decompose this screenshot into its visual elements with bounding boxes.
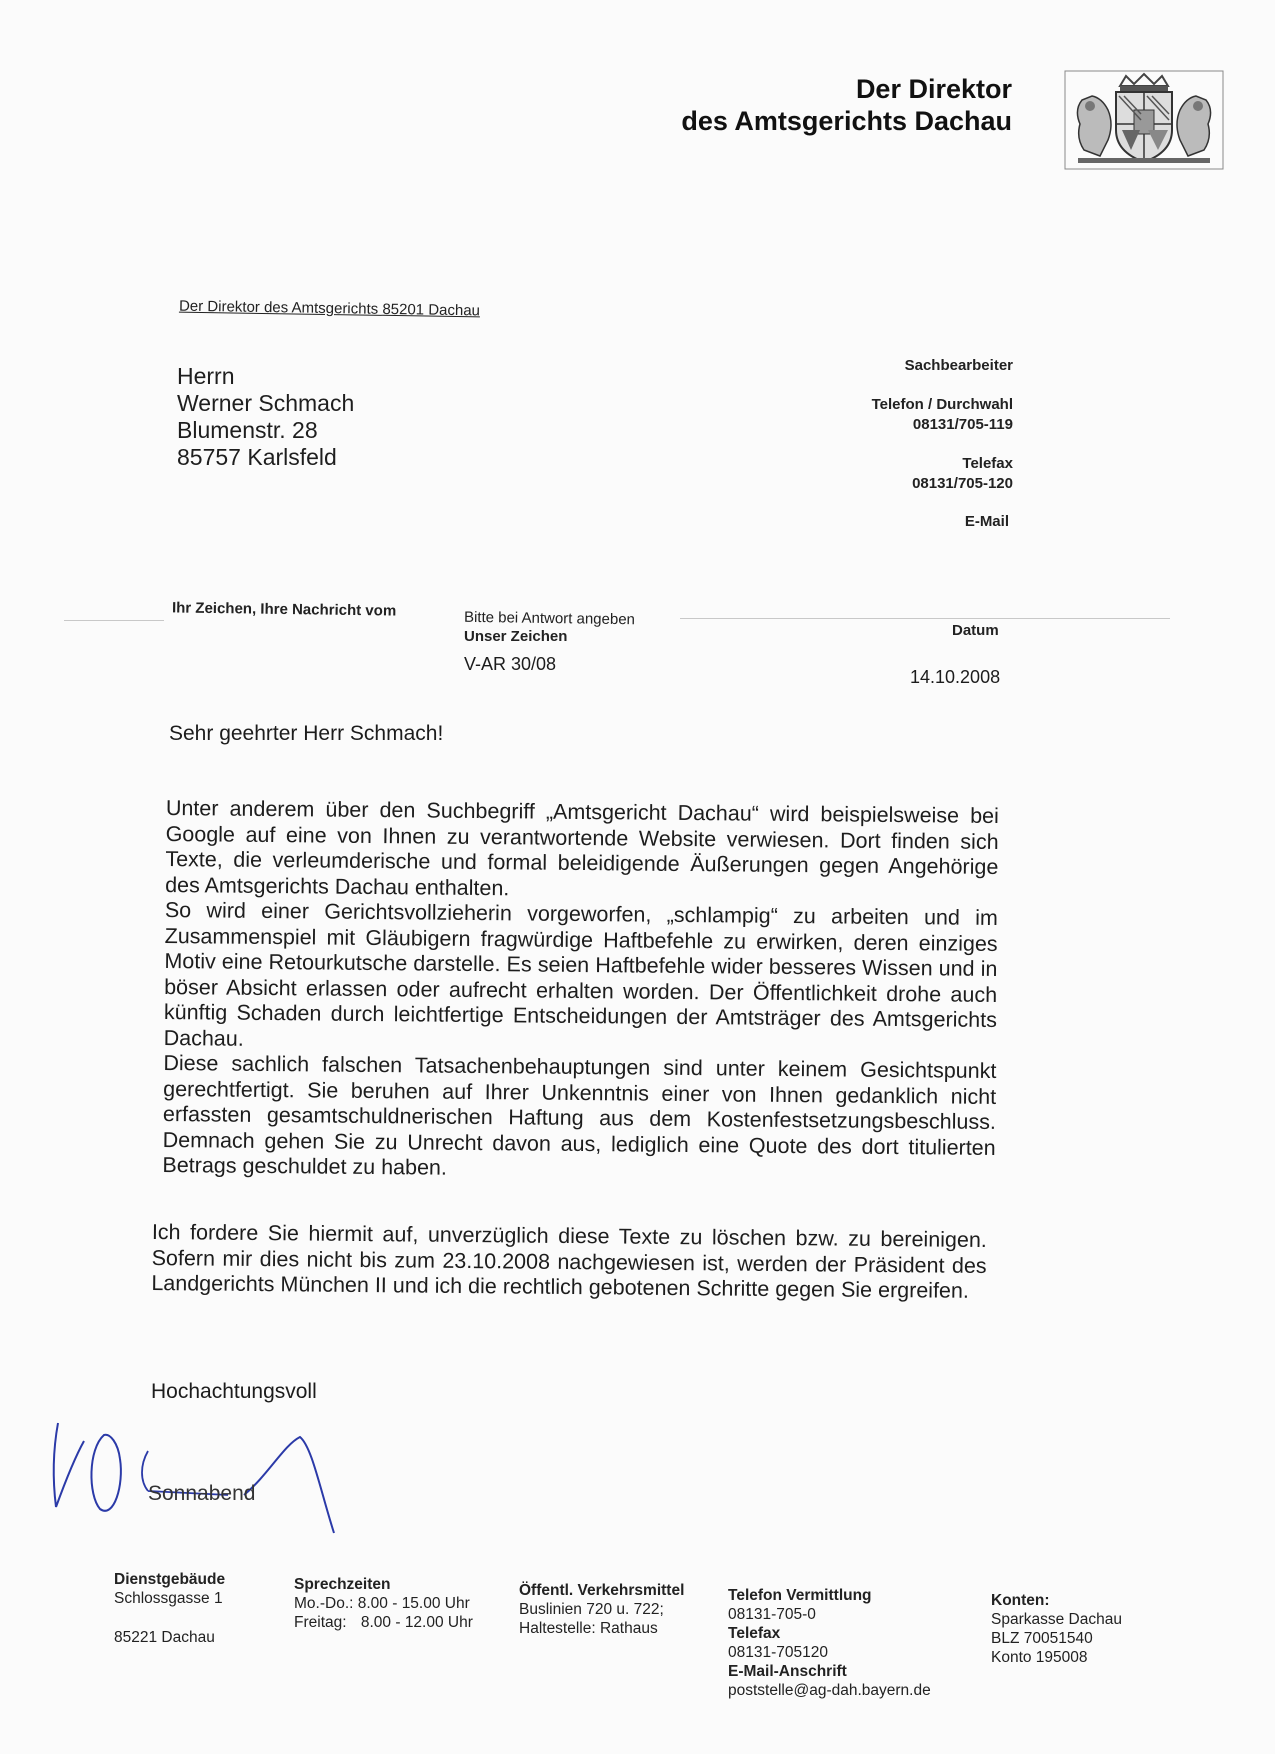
footer-phone-contacts	[728, 1586, 931, 1700]
body-paragraph: Unter anderem über den Suchbegriff „Amtsgericht Dachau“ wird beispielsweise bei Google auf eine von Ihnen zu verantwortende Website verwiesen. Dort finden sich Texte, die verleumderische und formal beleidigende Äußerungen gegen Angehörige des Amtsgerichts Dachau enthalten.	[165, 796, 999, 900]
body-paragraph: Diese sachlich falschen Tatsachenbehauptungen sind unter keinem Gesichtspunkt gerechtfertigt. Sie beruhen auf Ihrer Unkenntnis einer von Ihnen gedanklich nicht erfassten gesamtschuldnerischen Haftung aus dem Kostenfestsetzungsbeschluss. Demnach gehen Sie zu Unrecht davon aus, lediglich eine Quote des dort titulierten Betrags geschuldet zu haben.	[162, 1050, 997, 1180]
footer-transit-stop: Haltestelle: Rathaus	[519, 1620, 658, 1637]
footer-hours-mon-thu-value: 8.00 - 15.00 Uhr	[357, 1595, 470, 1612]
footer-fax-label: Telefax	[728, 1625, 781, 1642]
footer-switchboard-value: 08131-705-0	[728, 1606, 816, 1623]
footer-transit-bus: Buslinien 720 u. 722;	[519, 1601, 664, 1618]
footer-office-hours	[294, 1575, 473, 1632]
fax-label: Telefax	[962, 455, 1013, 472]
letterhead-title-line1: Der Direktor	[855, 74, 1012, 104]
phone-value: 08131/705-119	[912, 416, 1013, 433]
footer-bank-accounts	[991, 1591, 1122, 1667]
return-address: Der Direktor des Amtsgerichts 85201 Dachau	[178, 297, 481, 320]
recipient-city: 85757 Karlsfeld	[177, 444, 337, 470]
footer-building-city: 85221 Dachau	[114, 1629, 215, 1646]
letter-salutation: Sehr geehrter Herr Schmach!	[169, 722, 444, 745]
footer-hours-fri-value: 8.00 - 12.00 Uhr	[360, 1614, 473, 1631]
recipient-street: Blumenstr. 28	[177, 417, 318, 443]
footer-building	[114, 1570, 225, 1647]
date-value: 14.10.2008	[910, 667, 1001, 687]
body-paragraph: Ich fordere Sie hiermit auf, unverzüglich diese Texte zu löschen bzw. zu bereinigen. Sofern mir dies nicht bis zum 23.10.2008 nachgewiesen ist, werden der Präsident des Landgerichts München II und ich die rechtlich gebotenen Schritte gegen Sie ergreifen.	[151, 1220, 987, 1303]
letter-demand-paragraph	[151, 1220, 987, 1305]
footer-hours-mon-thu-label: Mo.-Do.:	[294, 1595, 354, 1612]
bavarian-coat-of-arms-icon	[1064, 70, 1224, 170]
clerk-label: Sachbearbeiter	[904, 357, 1013, 374]
our-reference-value: V-AR 30/08	[464, 654, 557, 674]
footer-bank-name: Sparkasse Dachau	[991, 1611, 1122, 1628]
footer-email-value: poststelle@ag-dah.bayern.de	[728, 1682, 931, 1699]
letter-body	[162, 796, 999, 1186]
please-quote-label: Bitte bei Antwort angeben	[463, 608, 636, 629]
recipient-address	[177, 363, 354, 471]
footer-bank-blz: BLZ 70051540	[991, 1630, 1093, 1647]
footer-transit	[519, 1581, 684, 1638]
footer-bank-account: Konto 195008	[991, 1649, 1088, 1666]
recipient-salutation-line: Herrn	[177, 363, 235, 389]
handwritten-signature	[48, 1415, 348, 1535]
letterhead-title-line2: des Amtsgerichts Dachau	[681, 106, 1012, 136]
footer-accounts-label: Konten:	[991, 1592, 1050, 1609]
date-label: Datum	[952, 622, 999, 639]
email-label: E-Mail	[964, 513, 1009, 530]
footer-fax-value: 08131-705120	[728, 1644, 828, 1661]
signer-name: Sonnabend	[148, 1482, 256, 1505]
footer-transit-label: Öffentl. Verkehrsmittel	[519, 1582, 685, 1599]
footer-switchboard-label: Telefon Vermittlung	[728, 1587, 872, 1604]
letter-closing: Hochachtungsvoll	[151, 1380, 317, 1403]
phone-label: Telefon / Durchwahl	[871, 396, 1013, 413]
reference-rule-left	[64, 620, 164, 621]
our-reference-label: Unser Zeichen	[464, 628, 568, 645]
footer-email-label: E-Mail-Anschrift	[728, 1663, 847, 1680]
recipient-name: Werner Schmach	[177, 390, 355, 416]
footer-building-label: Dienstgebäude	[114, 1571, 226, 1588]
their-reference-label: Ihr Zeichen, Ihre Nachricht vom	[171, 599, 397, 620]
fax-value: 08131/705-120	[912, 475, 1013, 492]
footer-building-street: Schlossgasse 1	[114, 1590, 223, 1607]
body-paragraph: So wird einer Gerichtsvollzieherin vorgeworfen, „schlampig“ zu arbeiten und im Zusammenspiel mit Gläubigern fragwürdige Haftbefehle zu erwirken, deren einziges Motiv eine Retourkutsche darstelle. Es seien Haftbefehle wider besseres Wissen und in böser Absicht erlassen oder aufrecht erhalten worden. Der Öffentlichkeit drohe auch künftig Schaden durch leichtfertige Entscheidungen der Amtsträger des Amtsgerichts Dachau.	[163, 897, 998, 1051]
reference-rule-right	[680, 618, 1170, 619]
footer-hours-fri-label: Freitag:	[294, 1614, 347, 1631]
footer-hours-label: Sprechzeiten	[294, 1576, 391, 1593]
